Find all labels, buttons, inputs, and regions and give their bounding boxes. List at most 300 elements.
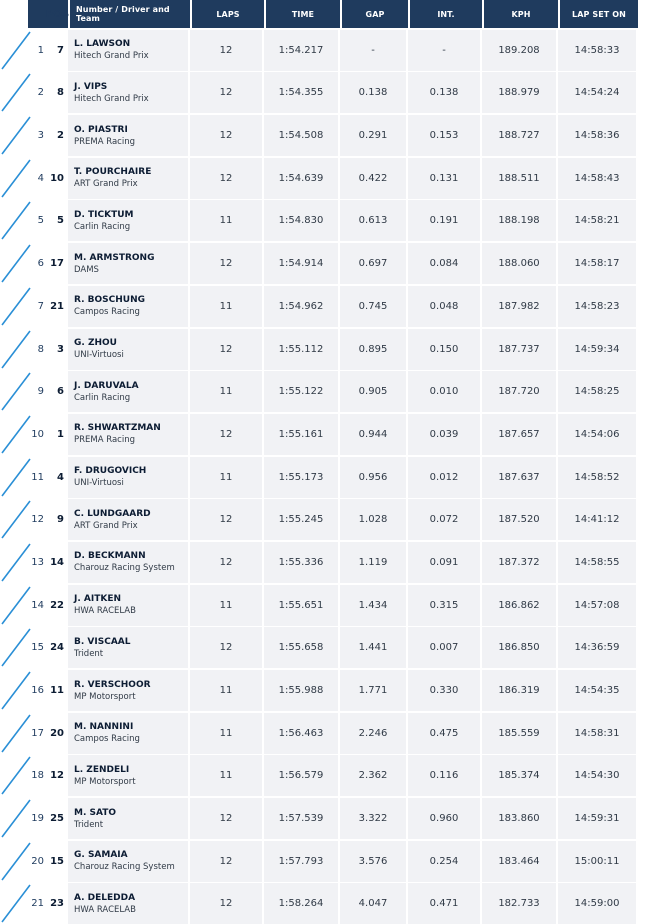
driver-name[interactable]: J. AITKEN bbox=[74, 594, 122, 605]
laps-cell: 12 bbox=[190, 883, 262, 924]
team-name: Hitech Grand Prix bbox=[74, 93, 149, 104]
position-value: 21 bbox=[31, 898, 44, 910]
laps-cell: 12 bbox=[190, 542, 262, 583]
car-number: 8 bbox=[57, 87, 64, 99]
team-name: ART Grand Prix bbox=[74, 520, 138, 531]
driver-cell bbox=[68, 585, 188, 626]
position-cell bbox=[28, 798, 68, 839]
position-value: 18 bbox=[31, 770, 44, 782]
header-gap[interactable]: GAP bbox=[342, 0, 408, 28]
gap-cell: 0.291 bbox=[340, 115, 406, 156]
table-row[interactable] bbox=[0, 883, 650, 924]
slash-stripe-icon bbox=[0, 414, 32, 455]
driver-cell bbox=[68, 414, 188, 455]
position-cell bbox=[28, 200, 68, 241]
car-number: 15 bbox=[50, 855, 64, 867]
time-cell: 1:55.112 bbox=[264, 329, 338, 370]
time-cell: 1:54.830 bbox=[264, 200, 338, 241]
laps-cell: 11 bbox=[190, 713, 262, 754]
team-name: PREMA Racing bbox=[74, 435, 135, 446]
gap-cell: 4.047 bbox=[340, 883, 406, 924]
car-number: 12 bbox=[50, 770, 64, 782]
header-pos[interactable]: POS bbox=[28, 0, 68, 28]
time-cell: 1:54.639 bbox=[264, 158, 338, 199]
kph-cell: 186.862 bbox=[482, 585, 556, 626]
team-name: UNI-Virtuosi bbox=[74, 478, 124, 489]
position-cell bbox=[28, 30, 68, 71]
position-value: 13 bbox=[31, 556, 44, 568]
position-cell bbox=[28, 329, 68, 370]
driver-cell bbox=[68, 72, 188, 113]
position-cell bbox=[28, 414, 68, 455]
interval-cell: 0.091 bbox=[408, 542, 480, 583]
time-cell: 1:54.355 bbox=[264, 72, 338, 113]
kph-cell: 186.319 bbox=[482, 670, 556, 711]
gap-cell: 1.028 bbox=[340, 499, 406, 540]
table-row[interactable] bbox=[0, 286, 650, 327]
team-name: Campos Racing bbox=[74, 307, 140, 318]
team-name: Campos Racing bbox=[74, 734, 140, 745]
laps-cell: 12 bbox=[190, 243, 262, 284]
gap-cell: 2.362 bbox=[340, 755, 406, 796]
laps-cell: 11 bbox=[190, 670, 262, 711]
kph-cell: 183.860 bbox=[482, 798, 556, 839]
header-kph[interactable]: KPH bbox=[484, 0, 558, 28]
team-name: MP Motorsport bbox=[74, 691, 136, 702]
interval-cell: 0.475 bbox=[408, 713, 480, 754]
interval-cell: 0.191 bbox=[408, 200, 480, 241]
position-value: 9 bbox=[37, 386, 44, 398]
driver-name[interactable]: R. SHWARTZMAN bbox=[74, 423, 161, 434]
team-name: Carlin Racing bbox=[74, 221, 131, 232]
laps-cell: 12 bbox=[190, 414, 262, 455]
kph-cell: 185.559 bbox=[482, 713, 556, 754]
kph-cell: 185.374 bbox=[482, 755, 556, 796]
table-row[interactable] bbox=[0, 457, 650, 498]
driver-cell bbox=[68, 286, 188, 327]
table-header bbox=[0, 0, 650, 28]
position-cell bbox=[28, 585, 68, 626]
position-value: 11 bbox=[31, 471, 44, 483]
position-value: 7 bbox=[37, 300, 44, 312]
interval-cell: 0.084 bbox=[408, 243, 480, 284]
gap-cell: 0.944 bbox=[340, 414, 406, 455]
laps-cell: 12 bbox=[190, 841, 262, 882]
slash-stripe-icon bbox=[0, 499, 32, 540]
position-cell bbox=[28, 627, 68, 668]
team-name: HWA RACELAB bbox=[74, 904, 136, 915]
lap-set-on-cell: 14:58:36 bbox=[558, 115, 636, 156]
interval-cell: 0.010 bbox=[408, 371, 480, 412]
driver-cell bbox=[68, 371, 188, 412]
lap-set-on-cell: 14:57:08 bbox=[558, 585, 636, 626]
laps-cell: 12 bbox=[190, 158, 262, 199]
lap-set-on-cell: 14:58:33 bbox=[558, 30, 636, 71]
driver-name[interactable]: B. VISCAAL bbox=[74, 636, 131, 647]
interval-cell: 0.007 bbox=[408, 627, 480, 668]
interval-cell: 0.150 bbox=[408, 329, 480, 370]
table-row[interactable] bbox=[0, 30, 650, 71]
slash-stripe-icon bbox=[0, 627, 32, 668]
time-cell: 1:57.539 bbox=[264, 798, 338, 839]
laps-cell: 12 bbox=[190, 499, 262, 540]
time-cell: 1:58.264 bbox=[264, 883, 338, 924]
position-cell bbox=[28, 499, 68, 540]
time-cell: 1:55.161 bbox=[264, 414, 338, 455]
interval-cell: 0.039 bbox=[408, 414, 480, 455]
car-number: 6 bbox=[57, 386, 64, 398]
time-cell: 1:55.245 bbox=[264, 499, 338, 540]
interval-cell: 0.116 bbox=[408, 755, 480, 796]
gap-cell: 0.613 bbox=[340, 200, 406, 241]
position-value: 10 bbox=[31, 428, 44, 440]
slash-stripe-icon bbox=[0, 30, 32, 71]
kph-cell: 187.720 bbox=[482, 371, 556, 412]
car-number: 20 bbox=[50, 727, 64, 739]
lap-set-on-cell: 14:58:31 bbox=[558, 713, 636, 754]
table-row[interactable] bbox=[0, 499, 650, 540]
slash-stripe-icon bbox=[0, 585, 32, 626]
slash-stripe-icon bbox=[0, 883, 32, 924]
kph-cell: 188.727 bbox=[482, 115, 556, 156]
driver-name[interactable]: D. TICKTUM bbox=[74, 209, 134, 220]
time-cell: 1:56.463 bbox=[264, 713, 338, 754]
car-number: 23 bbox=[50, 898, 64, 910]
driver-name[interactable]: M. ARMSTRONG bbox=[74, 252, 155, 263]
gap-cell: 1.771 bbox=[340, 670, 406, 711]
laps-cell: 11 bbox=[190, 200, 262, 241]
position-cell bbox=[28, 243, 68, 284]
driver-cell bbox=[68, 200, 188, 241]
position-value: 3 bbox=[37, 130, 44, 142]
laps-cell: 11 bbox=[190, 585, 262, 626]
position-value: 20 bbox=[31, 855, 44, 867]
team-name: PREMA Racing bbox=[74, 136, 135, 147]
car-number: 2 bbox=[57, 130, 64, 142]
slash-stripe-icon bbox=[0, 200, 32, 241]
driver-cell bbox=[68, 158, 188, 199]
slash-stripe-icon bbox=[0, 670, 32, 711]
table-row[interactable] bbox=[0, 329, 650, 370]
position-cell bbox=[28, 158, 68, 199]
header-lap-set-on[interactable]: LAP SET ON bbox=[560, 0, 638, 28]
table-row[interactable] bbox=[0, 627, 650, 668]
position-cell bbox=[28, 457, 68, 498]
position-cell bbox=[28, 883, 68, 924]
driver-cell bbox=[68, 115, 188, 156]
gap-cell: 0.895 bbox=[340, 329, 406, 370]
laps-cell: 11 bbox=[190, 286, 262, 327]
kph-cell: 189.208 bbox=[482, 30, 556, 71]
gap-cell: 1.441 bbox=[340, 627, 406, 668]
time-cell: 1:54.217 bbox=[264, 30, 338, 71]
kph-cell: 187.737 bbox=[482, 329, 556, 370]
header-time[interactable]: TIME bbox=[266, 0, 340, 28]
kph-cell: 187.372 bbox=[482, 542, 556, 583]
kph-cell: 188.979 bbox=[482, 72, 556, 113]
driver-cell bbox=[68, 713, 188, 754]
gap-cell: 1.119 bbox=[340, 542, 406, 583]
slash-stripe-icon bbox=[0, 841, 32, 882]
slash-stripe-icon bbox=[0, 286, 32, 327]
position-value: 19 bbox=[31, 813, 44, 825]
table-body bbox=[0, 30, 650, 924]
position-value: 17 bbox=[31, 727, 44, 739]
interval-cell: 0.471 bbox=[408, 883, 480, 924]
car-number: 14 bbox=[50, 556, 64, 568]
table-row[interactable] bbox=[0, 670, 650, 711]
driver-name[interactable]: F. DRUGOVICH bbox=[74, 466, 147, 477]
gap-cell: - bbox=[340, 30, 406, 71]
team-name: HWA RACELAB bbox=[74, 606, 136, 617]
car-number: 22 bbox=[50, 599, 64, 611]
gap-cell: 0.956 bbox=[340, 457, 406, 498]
time-cell: 1:55.336 bbox=[264, 542, 338, 583]
position-cell bbox=[28, 371, 68, 412]
kph-cell: 186.850 bbox=[482, 627, 556, 668]
car-number: 10 bbox=[50, 172, 64, 184]
car-number: 17 bbox=[50, 258, 64, 270]
car-number: 4 bbox=[57, 471, 64, 483]
driver-cell bbox=[68, 798, 188, 839]
lap-set-on-cell: 14:59:34 bbox=[558, 329, 636, 370]
lap-set-on-cell: 14:54:30 bbox=[558, 755, 636, 796]
car-number: 5 bbox=[57, 215, 64, 227]
position-cell bbox=[28, 670, 68, 711]
driver-cell bbox=[68, 670, 188, 711]
time-cell: 1:56.579 bbox=[264, 755, 338, 796]
position-cell bbox=[28, 115, 68, 156]
laps-cell: 12 bbox=[190, 115, 262, 156]
slash-stripe-icon bbox=[0, 115, 32, 156]
driver-name[interactable]: T. POURCHAIRE bbox=[74, 167, 152, 178]
car-number: 7 bbox=[57, 44, 64, 56]
position-cell bbox=[28, 841, 68, 882]
gap-cell: 0.745 bbox=[340, 286, 406, 327]
team-name: Hitech Grand Prix bbox=[74, 51, 149, 62]
time-cell: 1:55.651 bbox=[264, 585, 338, 626]
gap-cell: 0.422 bbox=[340, 158, 406, 199]
car-number: 25 bbox=[50, 813, 64, 825]
time-cell: 1:54.962 bbox=[264, 286, 338, 327]
table-row[interactable] bbox=[0, 200, 650, 241]
team-name: Carlin Racing bbox=[74, 392, 131, 403]
gap-cell: 2.246 bbox=[340, 713, 406, 754]
slash-stripe-icon bbox=[0, 713, 32, 754]
slash-stripe-icon bbox=[0, 329, 32, 370]
time-cell: 1:57.793 bbox=[264, 841, 338, 882]
interval-cell: 0.254 bbox=[408, 841, 480, 882]
time-cell: 1:54.508 bbox=[264, 115, 338, 156]
position-value: 15 bbox=[31, 642, 44, 654]
gap-cell: 0.697 bbox=[340, 243, 406, 284]
lap-set-on-cell: 14:58:43 bbox=[558, 158, 636, 199]
gap-cell: 0.138 bbox=[340, 72, 406, 113]
lap-set-on-cell: 14:41:12 bbox=[558, 499, 636, 540]
table-row[interactable] bbox=[0, 371, 650, 412]
driver-name[interactable]: L. ZENDELI bbox=[74, 764, 130, 775]
table-row[interactable] bbox=[0, 713, 650, 754]
lap-set-on-cell: 14:58:23 bbox=[558, 286, 636, 327]
table-row[interactable] bbox=[0, 158, 650, 199]
interval-cell: 0.330 bbox=[408, 670, 480, 711]
driver-cell bbox=[68, 457, 188, 498]
slash-stripe-icon bbox=[0, 371, 32, 412]
driver-name[interactable]: C. LUNDGAARD bbox=[74, 508, 151, 519]
driver-name[interactable]: G. SAMAIA bbox=[74, 850, 128, 861]
position-value: 6 bbox=[37, 258, 44, 270]
driver-cell bbox=[68, 542, 188, 583]
lap-set-on-cell: 14:58:55 bbox=[558, 542, 636, 583]
header-laps[interactable]: LAPS bbox=[192, 0, 264, 28]
table-row[interactable] bbox=[0, 542, 650, 583]
position-value: 1 bbox=[37, 44, 44, 56]
kph-cell: 183.464 bbox=[482, 841, 556, 882]
team-name: Trident bbox=[74, 819, 104, 830]
team-name: MP Motorsport bbox=[74, 776, 136, 787]
laps-cell: 12 bbox=[190, 72, 262, 113]
driver-cell bbox=[68, 243, 188, 284]
laps-cell: 11 bbox=[190, 457, 262, 498]
driver-name[interactable]: M. SATO bbox=[74, 807, 117, 818]
gap-cell: 3.576 bbox=[340, 841, 406, 882]
interval-cell: 0.072 bbox=[408, 499, 480, 540]
kph-cell: 187.657 bbox=[482, 414, 556, 455]
interval-cell: 0.153 bbox=[408, 115, 480, 156]
driver-name[interactable]: O. PIASTRI bbox=[74, 124, 128, 135]
position-cell bbox=[28, 286, 68, 327]
driver-name[interactable]: M. NANNINI bbox=[74, 722, 134, 733]
interval-cell: 0.131 bbox=[408, 158, 480, 199]
driver-name[interactable]: G. ZHOU bbox=[74, 338, 117, 348]
driver-cell bbox=[68, 883, 188, 924]
team-name: Charouz Racing System bbox=[74, 563, 175, 574]
table-row[interactable] bbox=[0, 115, 650, 156]
position-cell bbox=[28, 72, 68, 113]
driver-cell bbox=[68, 30, 188, 71]
driver-cell bbox=[68, 755, 188, 796]
interval-cell: - bbox=[408, 30, 480, 71]
table-row[interactable] bbox=[0, 243, 650, 284]
kph-cell: 188.060 bbox=[482, 243, 556, 284]
car-number: 24 bbox=[50, 642, 64, 654]
driver-name[interactable]: D. BECKMANN bbox=[74, 551, 146, 562]
position-value: 5 bbox=[37, 215, 44, 227]
header-driver[interactable]: Number / Driver and Team bbox=[70, 0, 190, 28]
gap-cell: 0.905 bbox=[340, 371, 406, 412]
driver-name[interactable]: J. VIPS bbox=[74, 81, 108, 92]
position-cell bbox=[28, 713, 68, 754]
interval-cell: 0.012 bbox=[408, 457, 480, 498]
slash-stripe-icon bbox=[0, 72, 32, 113]
slash-stripe-icon bbox=[0, 457, 32, 498]
laps-cell: 12 bbox=[190, 627, 262, 668]
kph-cell: 182.733 bbox=[482, 883, 556, 924]
lap-set-on-cell: 14:54:24 bbox=[558, 72, 636, 113]
driver-name[interactable]: J. DARUVALA bbox=[74, 380, 139, 391]
car-number: 3 bbox=[57, 343, 64, 355]
position-value: 14 bbox=[31, 599, 44, 611]
interval-cell: 0.138 bbox=[408, 72, 480, 113]
table-row[interactable] bbox=[0, 585, 650, 626]
position-value: 12 bbox=[31, 514, 44, 526]
driver-cell bbox=[68, 841, 188, 882]
interval-cell: 0.048 bbox=[408, 286, 480, 327]
car-number: 1 bbox=[57, 428, 64, 440]
slash-stripe-icon bbox=[0, 158, 32, 199]
time-cell: 1:55.173 bbox=[264, 457, 338, 498]
kph-cell: 188.511 bbox=[482, 158, 556, 199]
position-value: 4 bbox=[37, 172, 44, 184]
gap-cell: 3.322 bbox=[340, 798, 406, 839]
position-value: 16 bbox=[31, 685, 44, 696]
table-row[interactable] bbox=[0, 755, 650, 796]
driver-name[interactable]: L. LAWSON bbox=[74, 39, 131, 50]
time-cell: 1:55.122 bbox=[264, 371, 338, 412]
lap-set-on-cell: 14:59:00 bbox=[558, 883, 636, 924]
laps-cell: 12 bbox=[190, 329, 262, 370]
team-name: Charouz Racing System bbox=[74, 862, 175, 873]
lap-set-on-cell: 14:54:06 bbox=[558, 414, 636, 455]
kph-cell: 187.520 bbox=[482, 499, 556, 540]
table-row[interactable] bbox=[0, 798, 650, 839]
driver-name[interactable]: R. VERSCHOOR bbox=[74, 679, 151, 690]
lap-set-on-cell: 14:59:31 bbox=[558, 798, 636, 839]
driver-name[interactable]: R. BOSCHUNG bbox=[74, 295, 146, 306]
interval-cell: 0.315 bbox=[408, 585, 480, 626]
lap-set-on-cell: 14:58:25 bbox=[558, 371, 636, 412]
slash-stripe-icon bbox=[0, 542, 32, 583]
position-cell bbox=[28, 542, 68, 583]
driver-cell bbox=[68, 329, 188, 370]
laps-cell: 12 bbox=[190, 798, 262, 839]
time-cell: 1:55.988 bbox=[264, 670, 338, 711]
laps-cell: 11 bbox=[190, 371, 262, 412]
time-cell: 1:55.658 bbox=[264, 627, 338, 668]
laps-cell: 11 bbox=[190, 755, 262, 796]
table-row[interactable] bbox=[0, 414, 650, 455]
interval-cell: 0.960 bbox=[408, 798, 480, 839]
lap-set-on-cell: 14:54:35 bbox=[558, 670, 636, 711]
car-number: 21 bbox=[50, 300, 64, 312]
gap-cell: 1.434 bbox=[340, 585, 406, 626]
team-name: DAMS bbox=[74, 264, 99, 275]
lap-set-on-cell: 14:58:21 bbox=[558, 200, 636, 241]
driver-name[interactable]: A. DELEDDA bbox=[74, 892, 136, 903]
lap-set-on-cell: 14:58:17 bbox=[558, 243, 636, 284]
position-cell bbox=[28, 755, 68, 796]
table-row[interactable] bbox=[0, 841, 650, 882]
position-value: 2 bbox=[37, 87, 44, 99]
car-number: 9 bbox=[57, 514, 64, 526]
kph-cell: 188.198 bbox=[482, 200, 556, 241]
header-int[interactable]: INT. bbox=[410, 0, 482, 28]
slash-stripe-icon bbox=[0, 798, 32, 839]
slash-stripe-icon bbox=[0, 243, 32, 284]
lap-set-on-cell: 14:36:59 bbox=[558, 627, 636, 668]
lap-set-on-cell: 14:58:52 bbox=[558, 457, 636, 498]
table-row[interactable] bbox=[0, 72, 650, 113]
team-name: ART Grand Prix bbox=[74, 179, 138, 190]
laps-cell: 12 bbox=[190, 30, 262, 71]
team-name: UNI-Virtuosi bbox=[74, 350, 124, 360]
driver-cell bbox=[68, 627, 188, 668]
kph-cell: 187.982 bbox=[482, 286, 556, 327]
car-number: 11 bbox=[50, 685, 64, 696]
time-cell: 1:54.914 bbox=[264, 243, 338, 284]
team-name: Trident bbox=[74, 648, 104, 659]
driver-cell bbox=[68, 499, 188, 540]
